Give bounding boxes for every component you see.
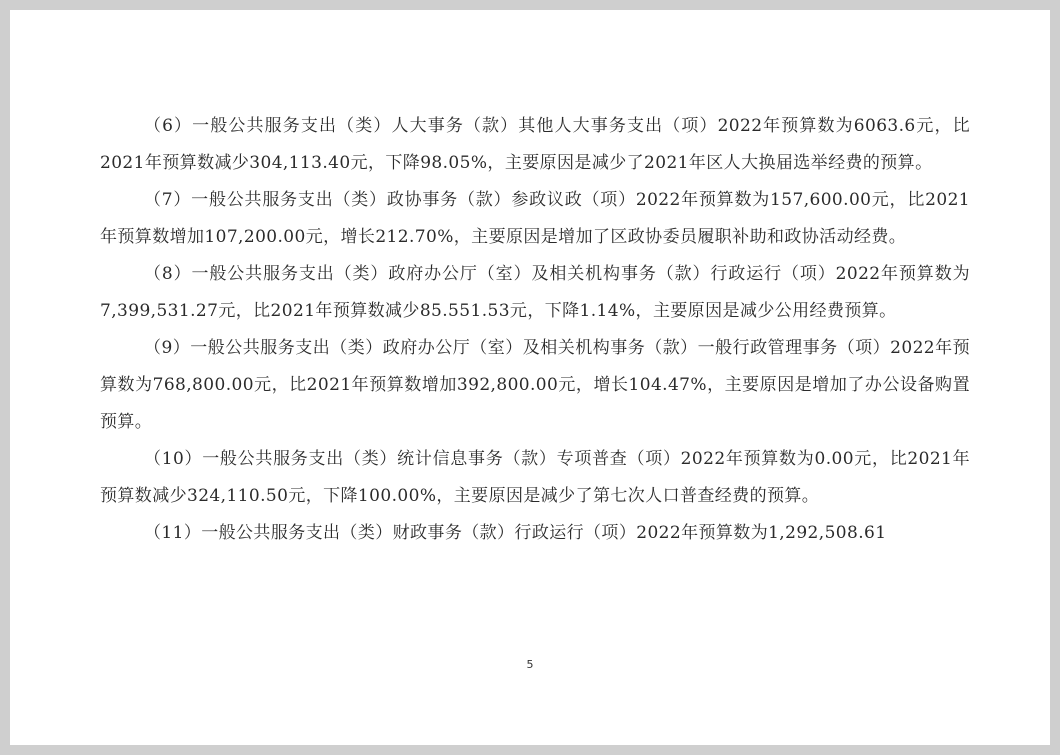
paragraph-item-6: （6）一般公共服务支出（类）人大事务（款）其他人大事务支出（项）2022年预算数为6063.6元，比2021年预算数减少304,113.40元，下降98.05%，主要原因是减少了2021年区人大换届选举经费的预算。 (100, 116, 970, 173)
paragraph-item-11: （11）一般公共服务支出（类）财政事务（款）行政运行（项）2022年预算数为1,292,508.61 (144, 523, 887, 543)
paragraph-item-8: （8）一般公共服务支出（类）政府办公厅（室）及相关机构事务（款）行政运行（项）2022年预算数为7,399,531.27元，比2021年预算数减少85.551.53元，下降1.14%，主要原因是减少公用经费预算。 (100, 264, 970, 321)
paragraph-item-7: （7）一般公共服务支出（类）政协事务（款）参政议政（项）2022年预算数为157,600.00元，比2021年预算数增加107,200.00元，增长212.70%，主要原因是增加了区政协委员履职补助和政协活动经费。 (100, 190, 970, 247)
paragraph-item-10: （10）一般公共服务支出（类）统计信息事务（款）专项普查（项）2022年预算数为0.00元，比2021年预算数减少324,110.50元，下降100.00%，主要原因是减少了第七次人口普查经费的预算。 (100, 449, 970, 506)
page-number: 5 (526, 658, 534, 671)
paragraph-item-9: （9）一般公共服务支出（类）政府办公厅（室）及相关机构事务（款）一般行政管理事务（项）2022年预算数为768,800.00元，比2021年预算数增加392,800.00元，增长104.47%，主要原因是增加了办公设备购置预算。 (100, 338, 970, 432)
document-page (10, 10, 1050, 745)
document-body (100, 108, 970, 552)
